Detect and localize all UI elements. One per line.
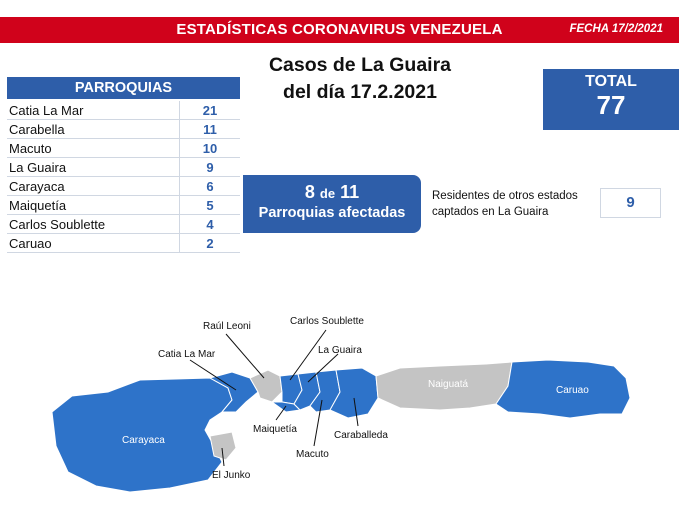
- parroquia-name: Carlos Soublette: [9, 217, 106, 232]
- parroquia-name: Caruao: [9, 236, 52, 251]
- total-value: 77: [596, 90, 626, 120]
- parroquias-header: PARROQUIAS: [7, 77, 240, 99]
- leader-line-raul-leoni: [226, 334, 264, 378]
- parroquia-value: 21: [179, 101, 240, 119]
- page-title: [230, 52, 490, 106]
- parroquia-value: 6: [179, 177, 240, 195]
- parroquia-value: 9: [179, 158, 240, 176]
- map-label-el-junko: El Junko: [212, 470, 251, 481]
- parroquia-name: Carabella: [9, 122, 65, 137]
- table-row: [7, 215, 240, 234]
- parroquia-name: Maiquetía: [9, 198, 67, 213]
- parroquia-value: 2: [179, 234, 240, 252]
- map-label-la-guaira: La Guaira: [318, 345, 362, 356]
- parroquia-name: Macuto: [9, 141, 52, 156]
- parroquia-value: 4: [179, 215, 240, 233]
- map-label-naiguata: Naiguatá: [428, 379, 469, 390]
- residents-value: 9: [600, 188, 661, 218]
- map-label-caruao: Caruao: [556, 385, 589, 396]
- map-label-macuto: Macuto: [296, 449, 329, 460]
- map-label-carayaca: Carayaca: [122, 435, 165, 446]
- page-title-line2: del día 17.2.2021: [283, 81, 437, 103]
- parish-map: [0, 300, 679, 511]
- header-date: FECHA 17/2/2021: [569, 23, 663, 35]
- table-row: [7, 196, 240, 215]
- parroquia-name: La Guaira: [9, 160, 67, 175]
- table-row: [7, 120, 240, 139]
- page-title-line1: Casos de La Guaira: [268, 54, 452, 76]
- parroquia-name: Catia La Mar: [9, 103, 84, 118]
- parroquia-value: 10: [179, 139, 240, 157]
- affected-count-line: [243, 182, 421, 203]
- table-row: [7, 139, 240, 158]
- table-row: [7, 101, 240, 120]
- total-label: TOTAL: [585, 73, 637, 90]
- map-label-raul-leoni: Raúl Leoni: [203, 321, 251, 332]
- parroquias-table: [7, 101, 240, 253]
- parroquia-name: Carayaca: [9, 179, 65, 194]
- map-region-raul-leoni: [250, 370, 282, 402]
- table-row: [7, 177, 240, 196]
- residents-label: Residentes de otros estados captados en La Guaira: [432, 190, 578, 218]
- header-title: ESTADÍSTICAS CORONAVIRUS VENEZUELA: [176, 21, 503, 38]
- parishes-total: 11: [340, 182, 360, 202]
- table-row: [7, 234, 240, 253]
- header-bar: [0, 17, 679, 43]
- affected-parishes-box: [243, 175, 421, 233]
- map-label-catia-la-mar: Catia La Mar: [158, 349, 216, 360]
- affected-connector: de: [319, 186, 336, 201]
- affected-label: Parroquias afectadas: [258, 205, 406, 221]
- table-row: [7, 158, 240, 177]
- map-label-maiquetia: Maiquetía: [253, 424, 297, 435]
- parroquia-value: 5: [179, 196, 240, 214]
- map-label-caraballeda: Caraballeda: [334, 430, 388, 441]
- total-box: [543, 69, 679, 130]
- affected-count: 8: [304, 182, 315, 202]
- map-label-carlos-soublette: Carlos Soublette: [290, 316, 364, 327]
- parroquia-value: 11: [179, 120, 240, 138]
